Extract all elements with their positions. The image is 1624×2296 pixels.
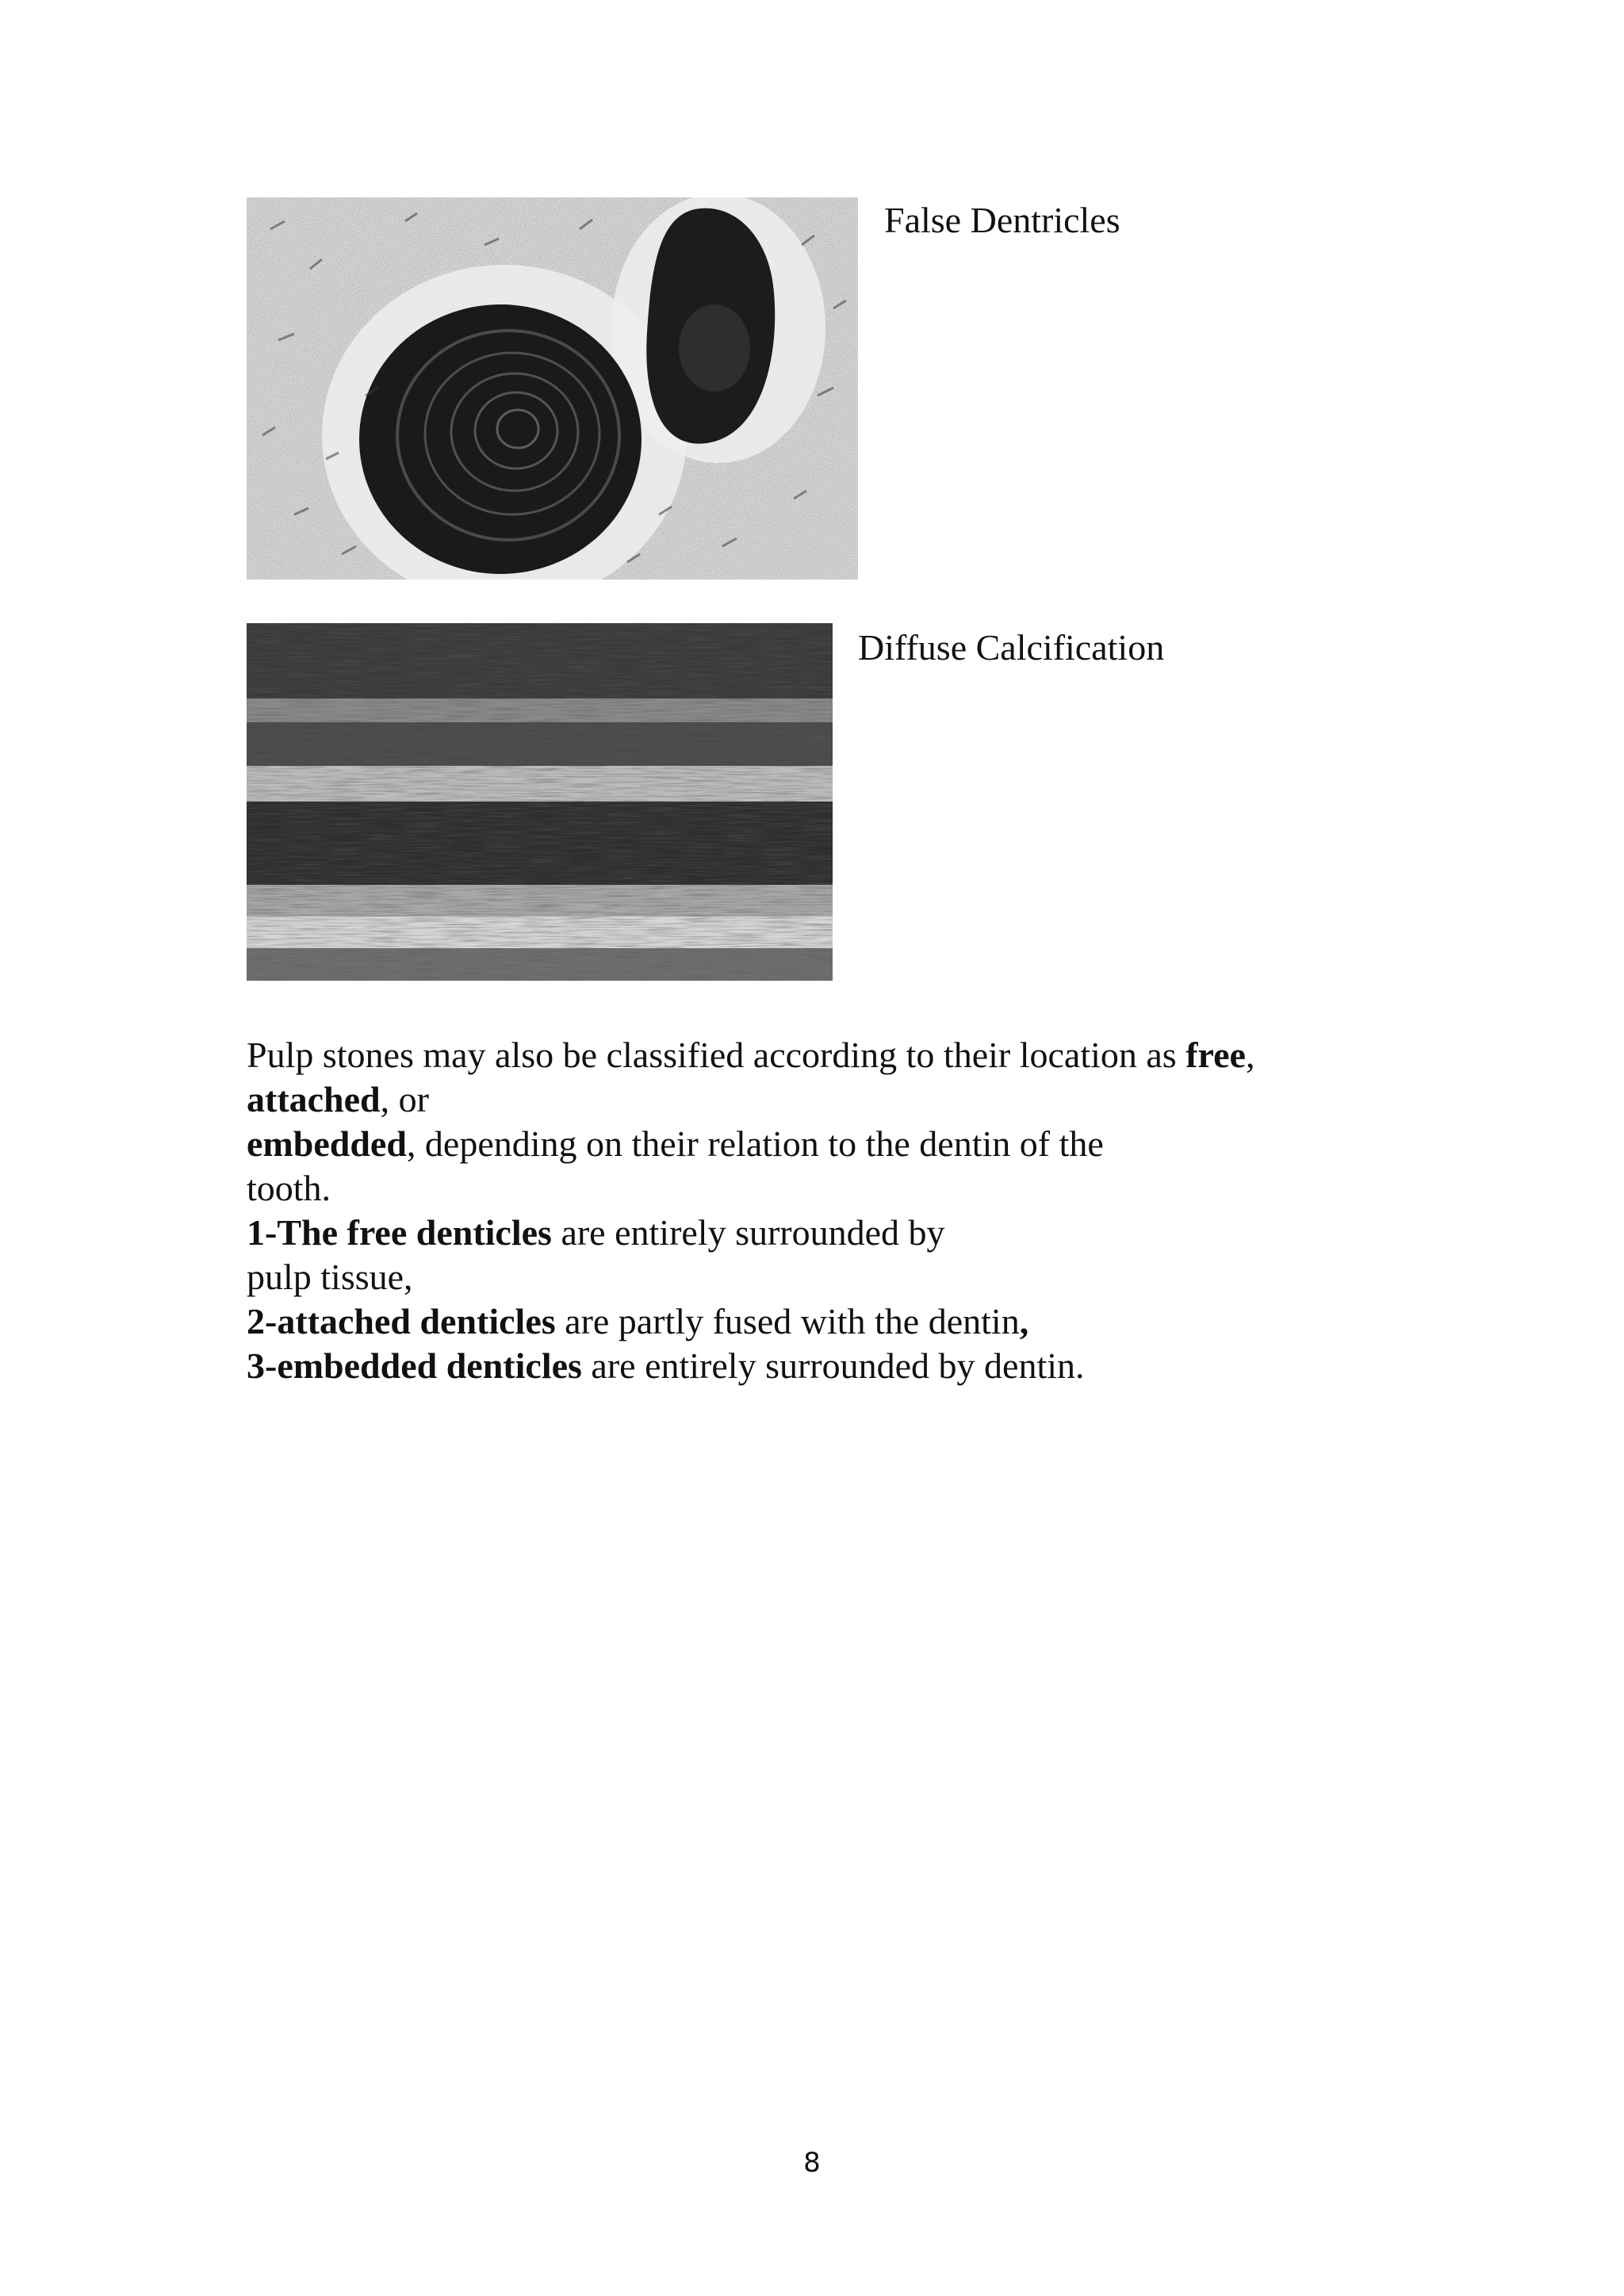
paragraph-line [247,1033,1404,1077]
pulp-stones-classification-paragraph [247,1033,1404,1388]
term-attached-denticles: 2-attached denticles [247,1301,556,1341]
text-segment: , depending on their relation to the dentin of the [406,1123,1104,1164]
page-number: 8 [803,2147,821,2179]
false-denticles-micrograph [247,197,858,580]
diffuse-calcification-micrograph [247,623,833,981]
paragraph-line [247,1344,1404,1388]
term-embedded-denticles: 3-embedded denticles [247,1345,582,1386]
paragraph-line [247,1077,1404,1122]
term-embedded: embedded [247,1123,407,1164]
paragraph-line: tooth. [247,1168,331,1208]
diffuse-calcification-caption: Diffuse Calcification [858,627,1165,668]
paragraph-line: pulp tissue, [247,1257,413,1297]
term-attached: attached [247,1079,381,1119]
text-segment: are entirely surrounded by dentin. [581,1345,1085,1386]
text-segment: , [1245,1035,1255,1075]
term-free-denticles: 1-The free denticles [247,1212,552,1253]
term-free: free [1185,1035,1246,1075]
text-segment: , [1019,1301,1029,1341]
text-segment: Pulp stones may also be classified according to their location as [247,1035,1186,1075]
paragraph-line [247,1211,1404,1255]
diffuse-calcification-image [247,623,833,981]
paragraph-line [247,1122,1404,1166]
paragraph-line [247,1299,1404,1344]
text-segment: are partly fused with the dentin [555,1301,1020,1341]
text-segment: are entirely surrounded by [551,1212,945,1253]
false-denticles-caption: False Dentricles [884,200,1120,240]
false-denticles-image [247,197,858,580]
text-segment: , or [380,1079,429,1119]
